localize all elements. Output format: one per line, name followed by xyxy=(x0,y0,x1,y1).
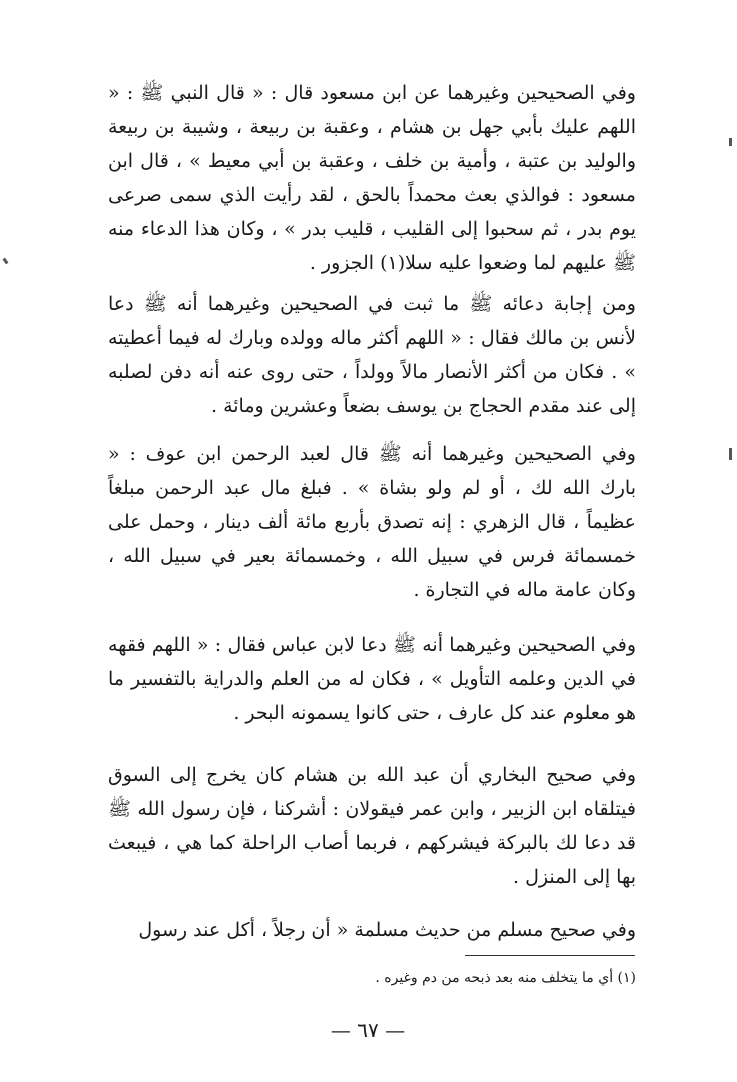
footnote-divider xyxy=(465,955,635,956)
margin-mark xyxy=(729,448,732,460)
paragraph-2: ومن إجابة دعائه ﷺ ما ثبت في الصحيحين وغيرهما أنه ﷺ دعا لأنس بن مالك فقال : « اللهم أكثر ماله وولده وبارك له فيما أعطيته » . فكان من أكثر الأنصار مالاً وولداً ، حتى روى عنه أنه دفن لصلبه إلى عند مقدم الحجاج بن يوسف بضعاً وعشرين ومائة . xyxy=(108,293,636,417)
margin-mark xyxy=(3,258,9,265)
margin-mark xyxy=(729,138,732,146)
paragraph-6: وفي صحيح مسلم من حديث مسلمة « أن رجلاً ، أكل عند رسول xyxy=(138,919,636,941)
page-number: — ٦٧ — xyxy=(330,1018,406,1042)
paragraph-4: وفي الصحيحين وغيرهما أنه ﷺ دعا لابن عباس فقال : « اللهم فقهه في الدين وعلمه التأويل » ، فكان له من العلم والدراية بالتفسير ما هو معلوم عند كل عارف ، حتى كانوا يسمونه البحر . xyxy=(108,634,636,724)
paragraph-3: وفي الصحيحين وغيرهما أنه ﷺ قال لعبد الرحمن ابن عوف : « بارك الله لك ، أو لم ولو بشاة » . فبلغ مال عبد الرحمن مبلغاً عظيماً ، قال الزهري : إنه تصدق بأربع مائة ألف دينار ، وحمل على خمسمائة فرس في سبيل الله ، وخمسمائة بعير في سبيل الله ، وكان عامة ماله في التجارة . xyxy=(108,443,636,601)
paragraph-5: وفي صحيح البخاري أن عبد الله بن هشام كان يخرج إلى السوق فيتلقاه ابن الزبير ، وابن عمر فيقولان : أشركنا ، فإن رسول الله ﷺ قد دعا لك بالبركة فيشركهم ، فربما أصاب الراحلة كما هي ، فيبعث بها إلى المنزل . xyxy=(108,764,636,888)
paragraph-1: وفي الصحيحين وغيرهما عن ابن مسعود قال : « قال النبي ﷺ : « اللهم عليك بأبي جهل بن هشام ، وعقبة بن ربيعة ، وشيبة بن ربيعة والوليد بن عتبة ، وأمية بن خلف ، وعقبة بن أبي معيط » ، قال ابن مسعود : فوالذي بعث محمداً بالحق ، لقد رأيت الذي سمى صرعى يوم بدر ، ثم سحبوا إلى القليب ، قليب بدر » ، وكان هذا الدعاء منه ﷺ عليهم لما وضعوا عليه سلا(١) الجزور . xyxy=(108,82,636,274)
footnote: (١) أي ما يتخلف منه بعد ذبحه من دم وغيره . xyxy=(375,970,636,986)
